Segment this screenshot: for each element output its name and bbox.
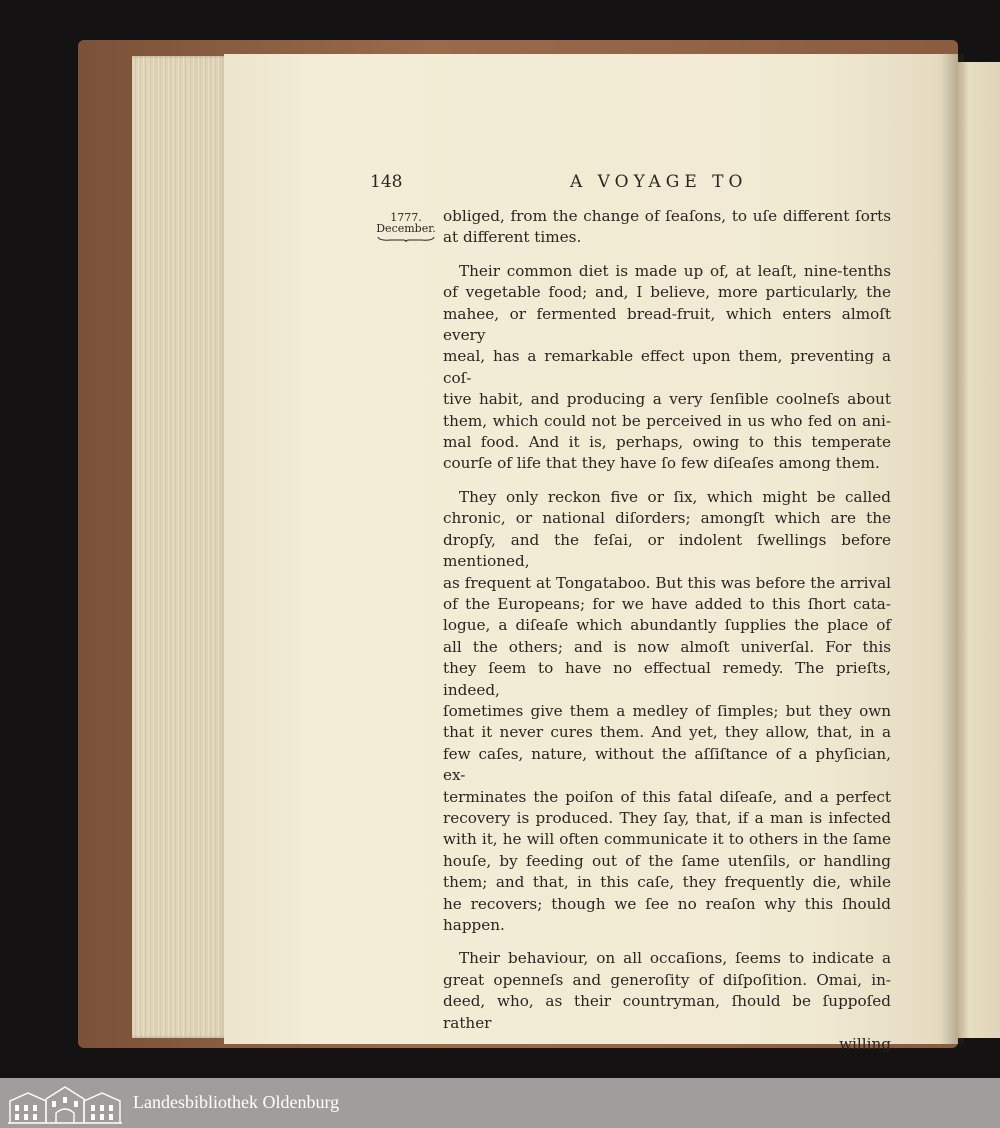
text-line: that it never cures them. And yet, they allow, that, in a xyxy=(443,723,891,742)
margin-year: 1777. xyxy=(390,211,422,224)
text-line: with it, he will often communicate it to others in the ſame xyxy=(443,830,891,849)
text-line: them; and that, in this caſe, they frequently die, while xyxy=(443,873,891,892)
text-line: meal, has a remarkable effect upon them, preventing a coſ- xyxy=(443,347,891,387)
library-building-icon xyxy=(6,1083,124,1125)
text-line: of the Europeans; for we have added to this ſhort cata- xyxy=(443,594,891,613)
page-header xyxy=(370,172,890,196)
text-line: at different times. xyxy=(443,228,582,247)
text-line: dropſy, and the feſai, or indolent ſwellings before mentioned, xyxy=(443,530,891,571)
library-name: Landesbibliothek Oldenburg xyxy=(133,1092,340,1112)
text-line: they ſeem to have no effectual remedy. The prieſts, indeed, xyxy=(443,659,891,699)
library-footer-bar xyxy=(0,1078,1000,1128)
running-title: A VOYAGE TO xyxy=(570,172,748,192)
text-line: logue, a diſeaſe which abundantly ſupplies the place of xyxy=(443,616,891,635)
body-text xyxy=(443,206,891,1055)
brace-ornament-icon xyxy=(377,236,435,242)
text-line: recovery is produced. They ſay, that, if a man is infected xyxy=(443,808,891,827)
catchword: willing xyxy=(839,1035,891,1054)
page-number: 148 xyxy=(370,172,403,192)
text-line: all the others; and is now almoſt univerſal. For this xyxy=(443,637,891,656)
text-line: as frequent at Tongataboo. But this was before the arrival xyxy=(443,573,891,592)
text-line: deed, who, as their countryman, ſhould be ſuppoſed rather xyxy=(443,992,891,1032)
text-line: terminates the poiſon of this fatal diſeaſe, and a perfect xyxy=(443,787,891,806)
text-line: happen. xyxy=(443,916,505,934)
margin-date-note xyxy=(376,212,436,242)
text-line: Their common diet is made up of, at leaſt, nine-tenths xyxy=(459,261,891,280)
text-line: ſometimes give them a medley of ſimples; but they own xyxy=(443,701,891,720)
text-line: them, which could not be perceived in us who fed on ani- xyxy=(443,411,891,430)
text-line: of vegetable food; and, I believe, more particularly, the xyxy=(443,283,891,302)
text-line: houſe, by feeding out of the ſame utenſils, or handling xyxy=(443,851,891,870)
text-line: mahee, or fermented bread-fruit, which enters almoſt every xyxy=(443,304,891,345)
text-line: he recovers; though we ſee no reaſon why this ſhould xyxy=(443,894,891,913)
facing-page-edge xyxy=(956,62,1000,1038)
text-line: They only reckon five or ſix, which might be called xyxy=(459,487,891,506)
text-line: great openneſs and generoſity of diſpoſition. Omai, in- xyxy=(443,970,891,989)
text-line: mal food. And it is, perhaps, owing to this temperate xyxy=(443,433,891,452)
page-edges xyxy=(132,56,226,1038)
text-line: tive habit, and producing a very ſenſible coolneſs about xyxy=(443,390,891,409)
text-line: obliged, from the change of ſeaſons, to uſe different ſorts xyxy=(443,207,891,225)
margin-month: December. xyxy=(376,222,436,235)
text-line: Their behaviour, on all occaſions, ſeems to indicate a xyxy=(459,949,891,968)
text-line: few caſes, nature, without the aſſiſtance of a phyſician, ex- xyxy=(443,744,891,785)
text-line: courſe of life that they have ſo few diſeaſes among them. xyxy=(443,454,880,473)
text-line: chronic, or national diſorders; amongſt which are the xyxy=(443,509,891,528)
